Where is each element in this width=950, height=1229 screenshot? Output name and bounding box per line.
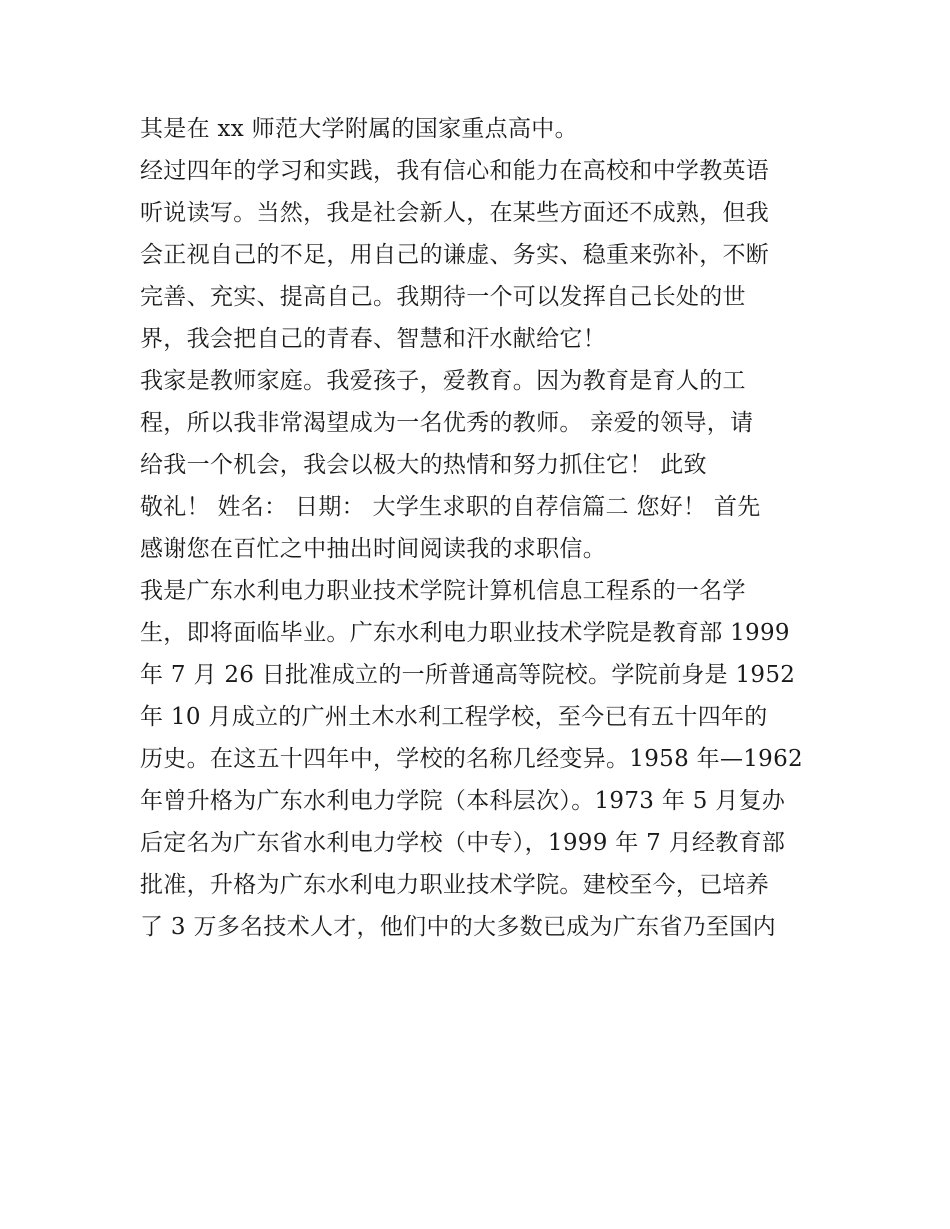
text-line: 后定名为广东省水利电力学校（中专），1999 年 7 月经教育部 — [140, 830, 786, 856]
text-line: 了 3 万多名技术人才，他们中的大多数已成为广东省乃至国内 — [140, 914, 776, 940]
text-line: 年 7 月 26 日批准成立的一所普通高等院校。学院前身是 1952 — [140, 662, 796, 688]
text-line: 给我一个机会，我会以极大的热情和努力抓住它！ 此致 — [140, 452, 707, 478]
text-line: 其是在 xx 师范大学附属的国家重点高中。 — [140, 116, 578, 142]
text-line: 感谢您在百忙之中抽出时间阅读我的求职信。 — [140, 536, 606, 562]
text-line: 我家是教师家庭。我爱孩子，爱教育。因为教育是育人的工 — [140, 368, 746, 394]
text-line: 生，即将面临毕业。广东水利电力职业技术学院是教育部 1999 — [140, 620, 790, 646]
text-line: 经过四年的学习和实践，我有信心和能力在高校和中学教英语 — [140, 158, 770, 184]
text-line: 我是广东水利电力职业技术学院计算机信息工程系的一名学 — [140, 578, 746, 604]
letter-body — [140, 108, 820, 948]
text-line: 完善、充实、提高自己。我期待一个可以发挥自己长处的世 — [140, 284, 746, 310]
text-line: 会正视自己的不足，用自己的谦虚、务实、稳重来弥补，不断 — [140, 242, 770, 268]
text-line: 历史。在这五十四年中，学校的名称几经变异。1958 年—1962 — [140, 746, 803, 772]
text-line: 批准，升格为广东水利电力职业技术学院。建校至今，已培养 — [140, 872, 770, 898]
text-line: 界，我会把自己的青春、智慧和汗水献给它！ — [140, 326, 606, 352]
text-line: 年曾升格为广东水利电力学院（本科层次）。1973 年 5 月复办 — [140, 788, 786, 814]
text-line: 年 10 月成立的广州土木水利工程学校，至今已有五十四年的 — [140, 704, 768, 730]
text-line: 听说读写。当然，我是社会新人，在某些方面还不成熟，但我 — [140, 200, 770, 226]
text-line: 敬礼！ 姓名： 日期： 大学生求职的自荐信篇二 您好！ 首先 — [140, 494, 761, 520]
text-line: 程，所以我非常渴望成为一名优秀的教师。 亲爱的领导，请 — [140, 410, 754, 436]
